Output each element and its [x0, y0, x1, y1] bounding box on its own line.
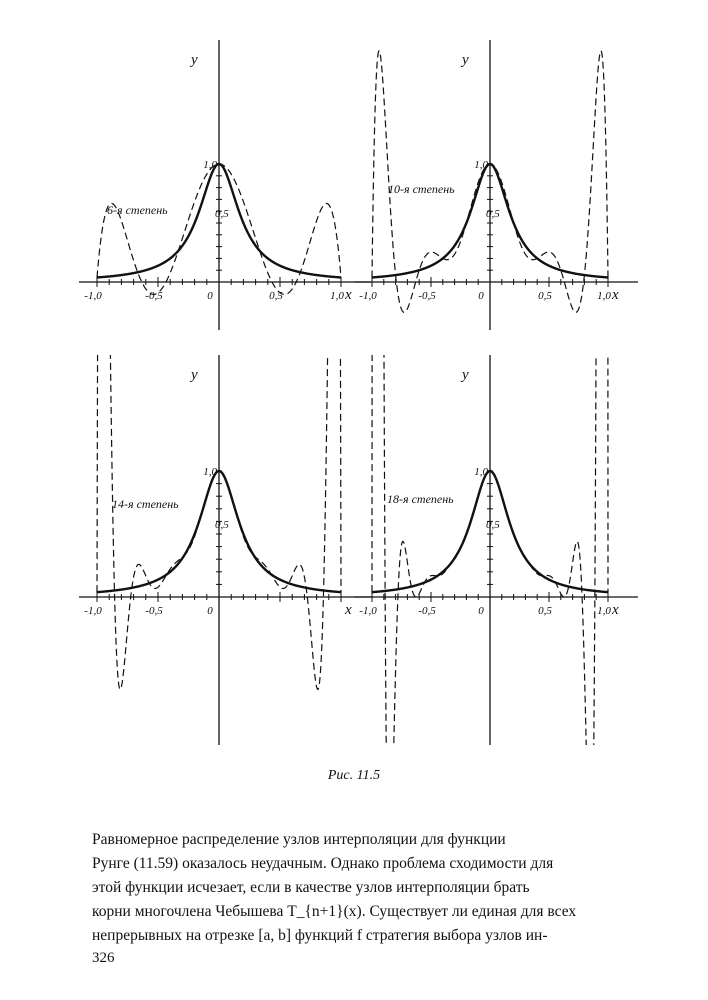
- y-tick-label: 0,5: [215, 208, 229, 220]
- x-tick-label: -1,0: [84, 605, 102, 617]
- degree-label: 18-я степень: [387, 492, 454, 506]
- y-tick-label: 0,5: [486, 208, 500, 220]
- y-axis-label: y: [191, 52, 198, 68]
- x-tick-label: 1,0: [597, 605, 611, 617]
- degree-label: 14-я степень: [112, 497, 179, 511]
- x-axis-label: x: [612, 602, 619, 618]
- body-paragraph: [92, 828, 672, 948]
- y-tick-label: 1,0: [203, 159, 217, 171]
- x-tick-label: -0,5: [145, 605, 163, 617]
- y-axis-label: y: [462, 367, 469, 383]
- degree-label: 6-я степень: [107, 203, 168, 217]
- body-line: Равномерное распределение узлов интерполяции для функции: [92, 831, 506, 848]
- x-tick-label: 1,0: [330, 290, 344, 302]
- x-tick-label: 0,5: [538, 290, 552, 302]
- x-tick-label: -1,0: [359, 290, 377, 302]
- x-tick-label: 1,0: [597, 290, 611, 302]
- y-tick-label: 1,0: [203, 466, 217, 478]
- x-tick-label: 0: [478, 290, 484, 302]
- panel-10: [354, 40, 638, 330]
- x-tick-label: -1,0: [84, 290, 102, 302]
- x-tick-label: -1,0: [359, 605, 377, 617]
- x-tick-label: 0,5: [269, 290, 283, 302]
- x-axis-label: x: [612, 287, 619, 303]
- panel-14: [79, 0, 371, 745]
- y-tick-label: 1,0: [474, 159, 488, 171]
- x-tick-label: 0: [207, 605, 213, 617]
- figure-caption: Рис. 11.5: [327, 768, 381, 783]
- x-tick-label: -0,5: [145, 290, 163, 302]
- y-axis-label: y: [462, 52, 469, 68]
- y-axis-label: y: [191, 367, 198, 383]
- x-tick-label: -0,5: [418, 605, 436, 617]
- x-tick-label: 0,5: [538, 605, 552, 617]
- panel-6: [79, 40, 371, 330]
- x-tick-label: 0: [478, 605, 484, 617]
- y-tick-label: 0,5: [486, 519, 500, 531]
- y-tick-label: 1,0: [474, 466, 488, 478]
- body-line: Рунге (11.59) оказалось неудачным. Однако проблема сходимости для: [92, 855, 554, 872]
- body-line: этой функции исчезает, если в качестве узлов интерполяции брать: [92, 879, 530, 896]
- y-tick-label: 0,5: [215, 519, 229, 531]
- x-axis-label: x: [345, 602, 352, 618]
- x-tick-label: 0: [207, 290, 213, 302]
- body-line: корни многочлена Чебышева T_{n+1}(x). Существует ли единая для всех: [92, 903, 577, 920]
- x-axis-label: x: [345, 287, 352, 303]
- degree-label: 10-я степень: [388, 182, 455, 196]
- x-tick-label: -0,5: [418, 290, 436, 302]
- page-number: 326: [92, 950, 115, 966]
- body-line: непрерывных на отрезке [a, b] функций f стратегия выбора узлов ин-: [92, 927, 548, 944]
